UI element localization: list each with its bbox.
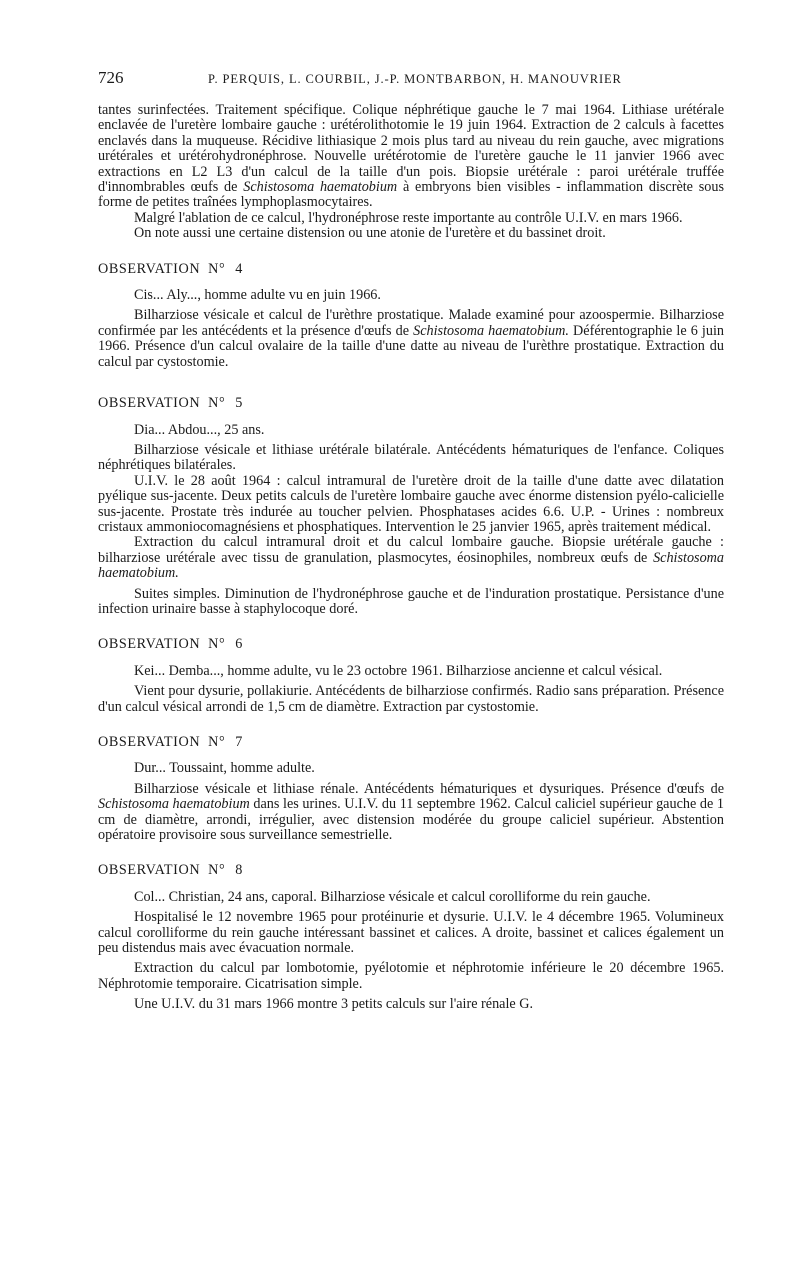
observation-label: OBSERVATION bbox=[98, 862, 201, 879]
observation-5-paragraph-2: Bilharziose vésicale et lithiase urétérale bilatérale. Antécédents hématuriques de l'enfance. Coliques néphrétiques bilatérales. bbox=[98, 441, 724, 474]
observation-8-paragraph-3: Extraction du calcul par lombotomie, pyélotomie et néphrotomie inférieure le 20 décembre 1965. Néphrotomie temporaire. Cicatrisation simple. bbox=[98, 960, 724, 992]
observation-7-paragraph-2 bbox=[98, 782, 724, 844]
observation-label: OBSERVATION bbox=[98, 636, 201, 653]
obs7-text-a: Bilharziose vésicale et lithiase rénale. Antécédents hématuriques et dysuriques. Présence d'œufs de bbox=[134, 780, 724, 797]
observation-4-patient: Cis... Aly..., homme adulte vu en juin 1966. bbox=[134, 287, 381, 304]
observation-label: OBSERVATION bbox=[98, 734, 201, 750]
obs4-text-a: Bilharziose vésicale et calcul de l'urèthre prostatique. Malade examiné pour azoospermie. Bilharziose confirmée par les antécédents et la présence d'œufs de bbox=[98, 307, 724, 339]
observation-label: OBSERVATION bbox=[98, 395, 201, 412]
running-title-authors: P. PERQUIS, L. COURBIL, J.-P. MONTBARBON, H. MANOUVRIER bbox=[208, 72, 622, 86]
obs4-text-b: Déférentographie le 6 juin 1966. Présence d'un calcul ovalaire de la taille d'une datte au niveau de l'urèthre prostatique. Extraction du calcul par cystostomie. bbox=[98, 322, 724, 370]
observation-8-paragraph-1: Col... Christian, 24 ans, caporal. Bilharziose vésicale et calcul corolliforme du rein gauche. bbox=[134, 888, 651, 905]
observation-no: N° bbox=[208, 395, 226, 412]
species-name: Schistosoma haematobium. bbox=[413, 322, 569, 339]
observation-8-paragraph-4: Une U.I.V. du 31 mars 1966 montre 3 petits calculs sur l'aire rénale G. bbox=[134, 996, 534, 1013]
intro-text-a: tantes surinfectées. Traitement spécifique. Colique néphrétique gauche le 7 mai 1964. Lithiase urétérale enclavée de l'uretère lombaire gauche : urétérolithotomie le 19 juin 1964. Extraction de 2 calculs à facettes enclavés dans la muqueuse. Récidive lithiasique 2 mois plus tard au niveau du rein gauche, avec migrations urétérales et urétérohydronéphrose. Nouvelle urétérotomie de l'uretère gauche le 11 janvier 1966 avec extractions en L2 L3 d'un calcul de la taille d'un pois. Biopsie urétérale : paroi urétérale truffée d'innombrables œufs de bbox=[98, 102, 724, 196]
observation-5-paragraph-4 bbox=[98, 535, 724, 581]
observation-6-paragraph-1: Kei... Demba..., homme adulte, vu le 23 octobre 1961. Bilharziose ancienne et calcul vésical. bbox=[134, 662, 663, 679]
obs5-text-a: Extraction du calcul intramural droit et du calcul lombaire gauche. Biopsie urétérale gauche : bilharziose urétérale avec tissu de granulation, plasmocytes, éosinophiles, nombreux œufs de bbox=[98, 534, 724, 566]
observation-4-paragraph-2 bbox=[98, 308, 724, 370]
species-name: Schistosoma haematobium. bbox=[98, 549, 724, 582]
observation-no: N° bbox=[208, 862, 226, 879]
obs7-text-b: dans les urines. U.I.V. du 11 septembre 1962. Calcul caliciel supérieur gauche de 1 cm de diamètre, arrondi, irrégulier, avec distension modérée du groupe caliciel supérieur. Abstention opératoire provisoire sous surveillance semestrielle. bbox=[98, 796, 724, 844]
observation-number: 6 bbox=[235, 636, 243, 653]
observation-no: N° bbox=[208, 734, 226, 750]
intro-text-b: à embryons bien visibles - inflammation discrète sous forme de petites traînées lymphoplasmocytaires. bbox=[98, 179, 724, 211]
species-name: Schistosoma haematobium bbox=[98, 796, 250, 813]
observation-6-paragraph-2: Vient pour dysurie, pollakiurie. Antécédents de bilharziose confirmés. Radio sans préparation. Présence d'un calcul vésical arrondi de 1,5 cm de diamètre. Extraction par cystostomie. bbox=[98, 683, 724, 715]
intro-paragraph-2: Malgré l'ablation de ce calcul, l'hydronéphrose reste importante au contrôle U.I.V. en mars 1966. bbox=[134, 209, 683, 226]
observation-5-patient: Dia... Abdou..., 25 ans. bbox=[134, 421, 265, 438]
page-number: 726 bbox=[98, 68, 124, 87]
observation-5-paragraph-5: Suites simples. Diminution de l'hydronéphrose gauche et de l'induration prostatique. Persistance d'une infection urinaire basse à staphylocoque doré. bbox=[98, 585, 724, 617]
observation-no: N° bbox=[208, 636, 226, 653]
species-name: Schistosoma haematobium bbox=[243, 179, 398, 196]
observation-5-heading bbox=[98, 396, 724, 411]
observation-6-heading bbox=[98, 637, 724, 652]
document-page bbox=[98, 68, 724, 1013]
observation-label: OBSERVATION bbox=[98, 260, 201, 277]
observation-8-paragraph-2: Hospitalisé le 12 novembre 1965 pour protéinurie et dysurie. U.I.V. le 4 décembre 1965. Volumineux calcul corolliforme du rein gauche intéressant bassinet et calices. A droite, bassinet et calices également un peu distendus mais avec évacuation normale. bbox=[98, 909, 724, 957]
running-header bbox=[98, 68, 724, 98]
observation-5-paragraph-3: U.I.V. le 28 août 1964 : calcul intramural de l'uretère droit de la taille d'une datte avec dilatation pyélique sus-jacente. Deux petits calculs de l'uretère lombaire gauche avec énorme distension pyélo-calicielle sus-jacente. Prostate très indurée au toucher pelvien. Phosphatases acides 6.6. U.P. - Urines : nombreux cristaux ammoniocomagnésiens et phosphatiques. Intervention le 25 janvier 1965, après traitement médical. bbox=[98, 472, 724, 535]
observation-7-heading bbox=[98, 735, 724, 750]
observation-number: 8 bbox=[235, 862, 243, 879]
intro-paragraph-1 bbox=[98, 103, 724, 211]
observation-8-heading bbox=[98, 863, 724, 878]
intro-paragraph-3: On note aussi une certaine distension ou une atonie de l'uretère et du bassinet droit. bbox=[134, 225, 606, 242]
observation-number: 4 bbox=[235, 260, 243, 277]
observation-4-heading bbox=[98, 262, 724, 277]
observation-number: 5 bbox=[235, 395, 243, 412]
observation-no: N° bbox=[208, 260, 226, 277]
observation-7-patient: Dur... Toussaint, homme adulte. bbox=[134, 760, 315, 777]
observation-number: 7 bbox=[235, 734, 243, 750]
